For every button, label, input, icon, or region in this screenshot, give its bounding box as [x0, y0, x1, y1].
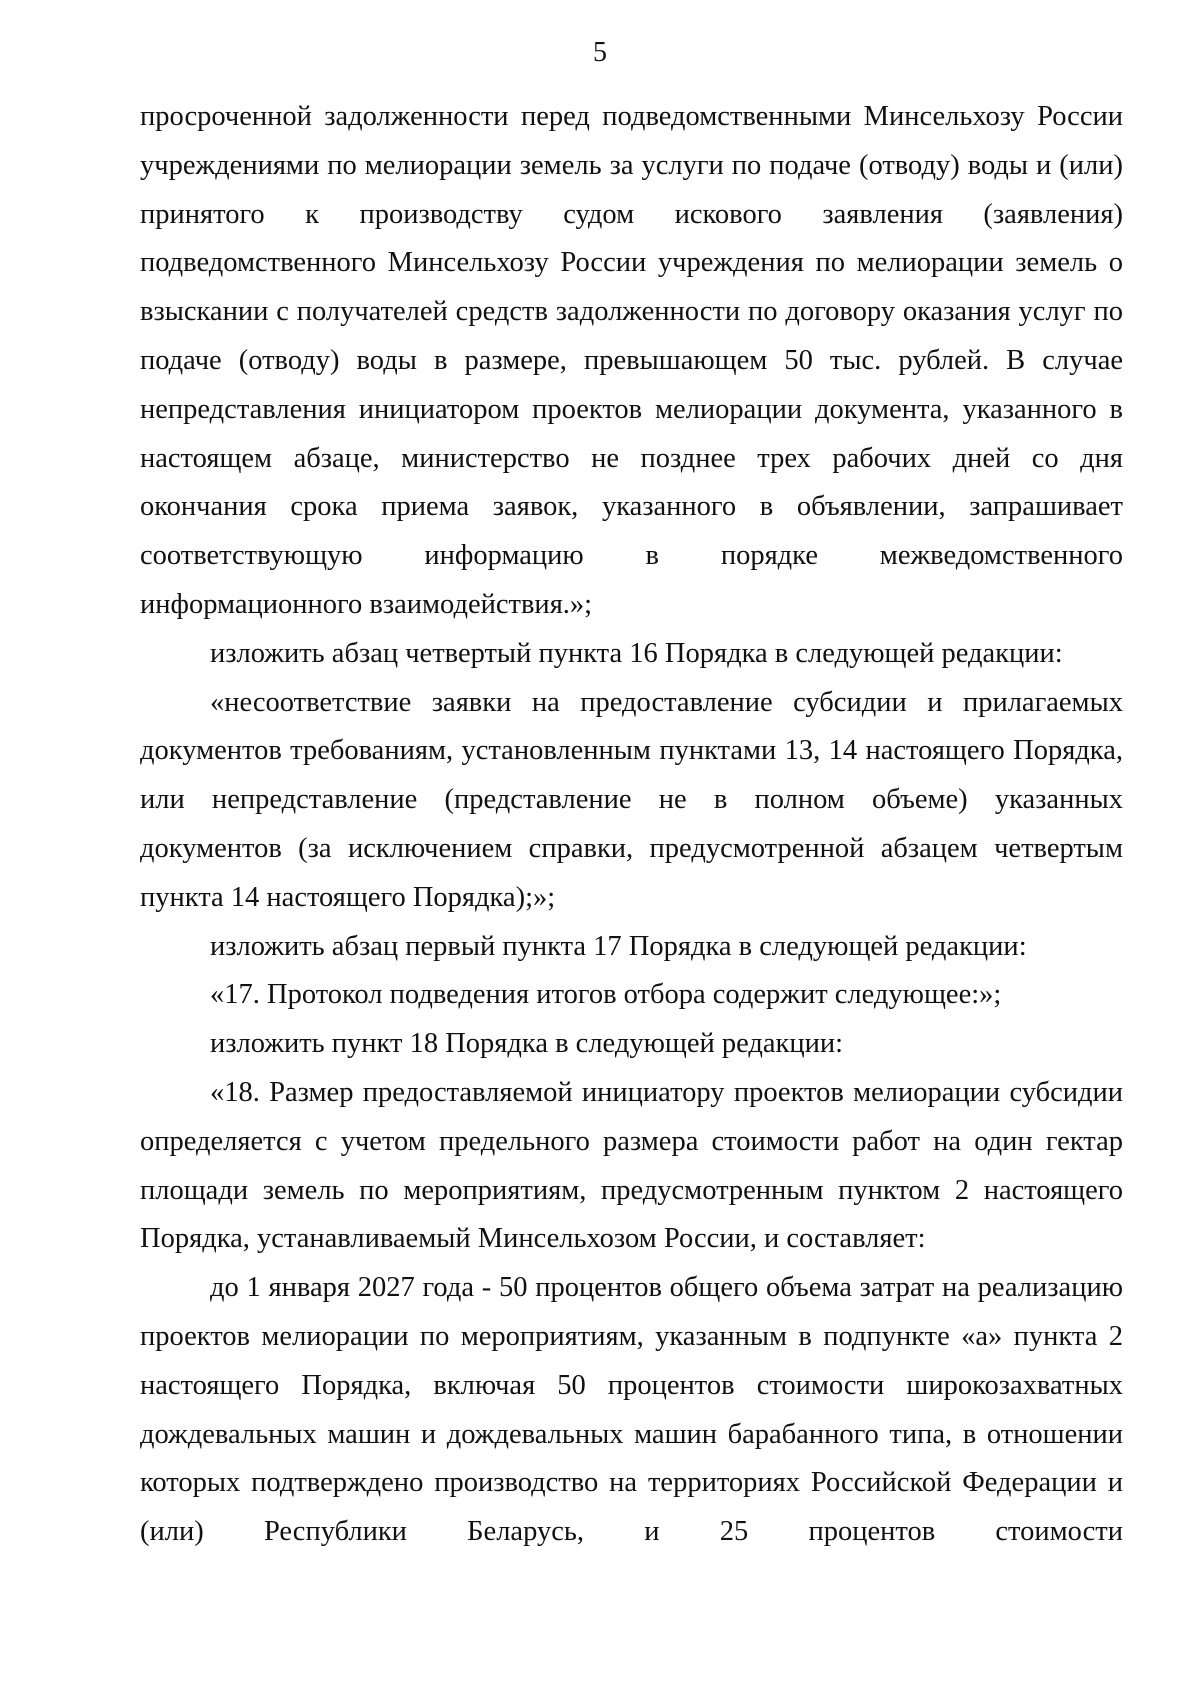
paragraph-quote-18: «18. Размер предоставляемой инициатору проектов мелиорации субсидии определяется с учетом предельного размера стоимости работ на один гектар площади земель по мероприятиям, предусмотренным пунктом 2 настоящего Порядка, устанавливаемый Минсельхозом России, и составляет:	[140, 1076, 1123, 1255]
paragraph-continuation: просроченной задолженности перед подведомственными Минсельхозу России учреждениями по мелиорации земель за услуги по подаче (отводу) воды и (или) принятого к производству судом искового заявления (заявления) подведомственного Минсельхозу России учреждения по мелиорации земель о взыскании с получателей средств задолженности по договору оказания услуг по подаче (отводу) воды в размере, превышающем 50 тыс. рублей. В случае непредставления инициатором проектов мелиорации документа, указанного в настоящем абзаце, министерство не позднее трех рабочих дней со дня окончания срока приема заявок, указанного в объявлении, запрашивает соответствующую информацию в порядке межведомственного информационного взаимодействия.»;	[140, 101, 1123, 620]
paragraph-quote-16: «несоответствие заявки на предоставление субсидии и прилагаемых документов требованиям, установленным пунктами 13, 14 настоящего Порядка, или непредставление (представление не в полном объеме) указанных документов (за исключением справки, предусмотренной абзацем четвертым пункта 14 настоящего Порядка);»;	[140, 686, 1123, 913]
paragraph-instruction-18: изложить пункт 18 Порядка в следующей редакции:	[210, 1028, 844, 1060]
paragraph-quote-17: «17. Протокол подведения итогов отбора содержит следующее:»;	[210, 979, 1002, 1011]
page-number: 5	[593, 37, 607, 68]
paragraph-instruction-17: изложить абзац первый пункта 17 Порядка в следующей редакции:	[210, 930, 1027, 962]
document-body	[140, 93, 1123, 1557]
paragraph-instruction-16: изложить абзац четвертый пункта 16 Порядка в следующей редакции:	[210, 637, 1063, 669]
paragraph-until-2027: до 1 января 2027 года - 50 процентов общего объема затрат на реализацию проектов мелиорации по мероприятиям, указанным в подпункте «а» пункта 2 настоящего Порядка, включая 50 процентов стоимости широкозахватных дождевальных машин и дождевальных машин барабанного типа, в отношении которых подтверждено производство на территориях Российской Федерации и (или) Республики Беларусь, и 25 процентов стоимости	[140, 1272, 1123, 1548]
